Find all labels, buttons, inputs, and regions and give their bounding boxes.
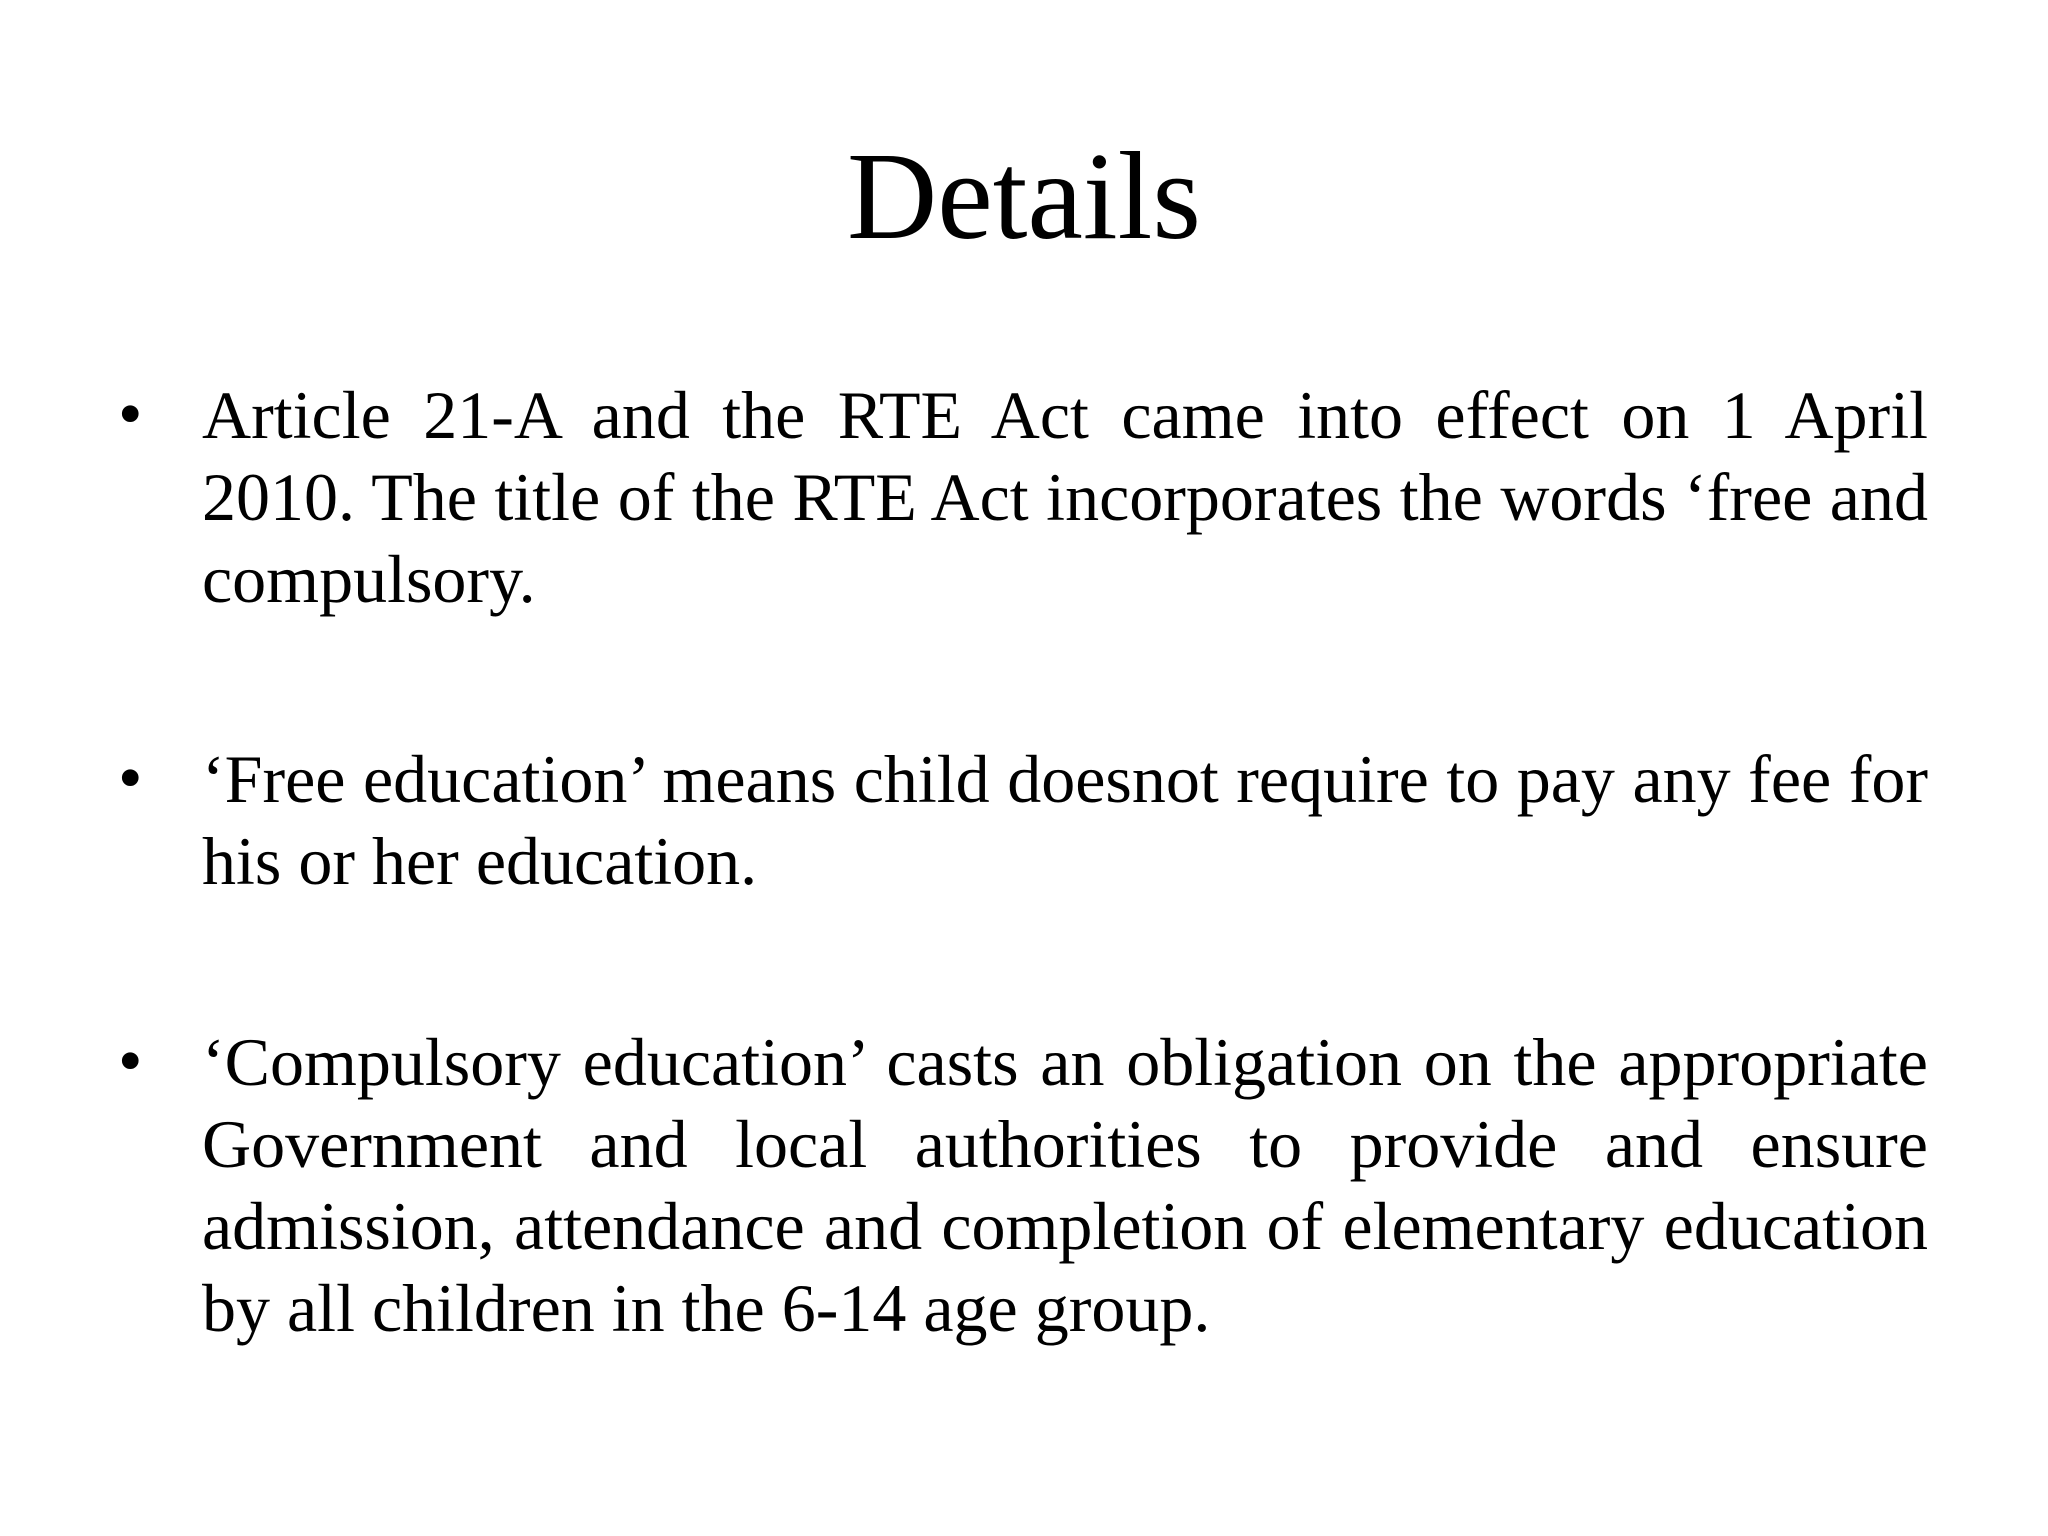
bullet-text: ‘Free education’ means child doesnot require to pay any fee for his or her education. [202,741,1928,899]
bullet-text: Article 21-A and the RTE Act came into effect on 1 April 2010. The title of the RTE Act incorporates the words ‘free and compulsory. [202,377,1928,617]
bullet-marker: • [118,740,143,817]
bullet-text: ‘Compulsory education’ casts an obligation on the appropriate Government and local authorities to provide and ensure admission, attendance and completion of elementary education by all children in the 6-14 age group. [202,1024,1928,1346]
bullet-marker: • [118,1023,143,1100]
slide-title: Details [846,128,1202,266]
bullet-marker: • [118,376,143,453]
